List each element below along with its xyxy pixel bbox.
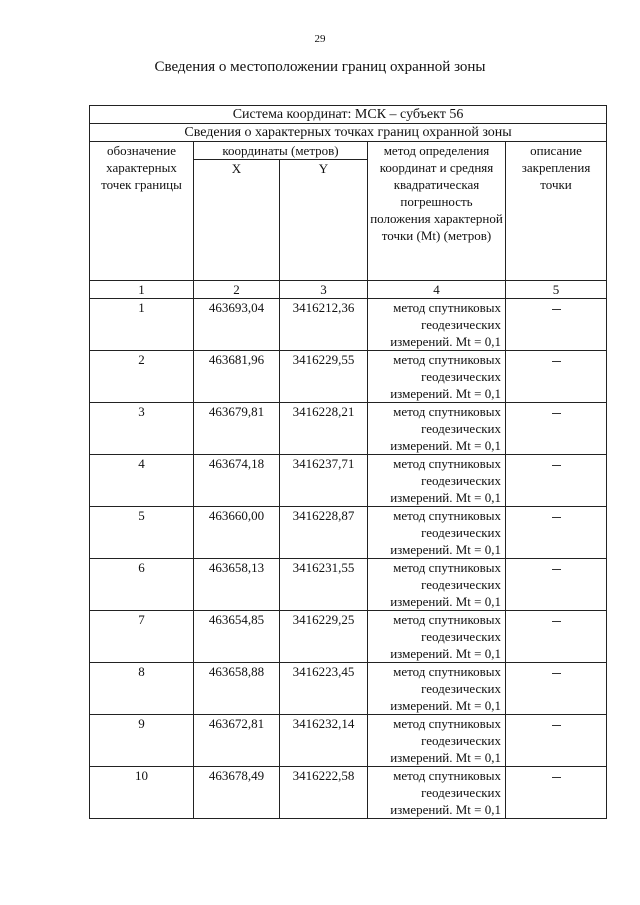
header-designation: обозначение характерных точек границы: [90, 142, 194, 281]
table-row: [90, 507, 607, 559]
description-cell: [506, 715, 607, 767]
table-row: [90, 663, 607, 715]
point-number-cell: 5: [90, 507, 194, 559]
dash-mark: [552, 517, 561, 518]
section-row: [90, 124, 607, 142]
method-cell: метод спутниковых геодезических измерений. Mt = 0,1: [368, 663, 506, 715]
x-coordinate-cell: 463674,18: [194, 455, 280, 507]
header-coordinates: координаты (метров): [194, 142, 368, 160]
y-coordinate-cell: 3416229,25: [280, 611, 368, 663]
x-coordinate-cell: 463693,04: [194, 299, 280, 351]
header-y: Y: [280, 160, 368, 281]
description-cell: [506, 351, 607, 403]
x-coordinate-cell: 463658,13: [194, 559, 280, 611]
method-cell: метод спутниковых геодезических измерений. Mt = 0,1: [368, 299, 506, 351]
x-coordinate-cell: 463672,81: [194, 715, 280, 767]
y-coordinate-cell: 3416228,21: [280, 403, 368, 455]
table-row: [90, 299, 607, 351]
column-number: 3: [280, 281, 368, 299]
method-cell: метод спутниковых геодезических измерений. Mt = 0,1: [368, 715, 506, 767]
dash-mark: [552, 309, 561, 310]
table-row: [90, 715, 607, 767]
method-cell: метод спутниковых геодезических измерений. Mt = 0,1: [368, 507, 506, 559]
y-coordinate-cell: 3416237,71: [280, 455, 368, 507]
y-coordinate-cell: 3416222,58: [280, 767, 368, 819]
section-title: Сведения о характерных точках границ охранной зоны: [90, 124, 607, 142]
point-number-cell: 7: [90, 611, 194, 663]
column-numbers-row: [90, 281, 607, 299]
boundary-points-table: [89, 105, 607, 819]
coordinate-system-title: Система координат: МСК – субъект 56: [90, 106, 607, 124]
point-number-cell: 9: [90, 715, 194, 767]
dash-mark: [552, 621, 561, 622]
description-cell: [506, 299, 607, 351]
dash-mark: [552, 413, 561, 414]
column-number: 2: [194, 281, 280, 299]
point-number-cell: 8: [90, 663, 194, 715]
dash-mark: [552, 673, 561, 674]
table-row: [90, 403, 607, 455]
description-cell: [506, 767, 607, 819]
table-row: [90, 559, 607, 611]
table-row: [90, 611, 607, 663]
column-number: 5: [506, 281, 607, 299]
header-row-1: [90, 142, 607, 160]
table-row: [90, 767, 607, 819]
y-coordinate-cell: 3416231,55: [280, 559, 368, 611]
method-cell: метод спутниковых геодезических измерений. Mt = 0,1: [368, 559, 506, 611]
y-coordinate-cell: 3416228,87: [280, 507, 368, 559]
header-description: описание закрепления точки: [506, 142, 607, 281]
x-coordinate-cell: 463679,81: [194, 403, 280, 455]
header-x: X: [194, 160, 280, 281]
table-row: [90, 455, 607, 507]
dash-mark: [552, 361, 561, 362]
header-method: метод определения координат и средняя квадратическая погрешность положения характерной точки (Mt) (метров): [368, 142, 506, 281]
point-number-cell: 2: [90, 351, 194, 403]
point-number-cell: 1: [90, 299, 194, 351]
dash-mark: [552, 465, 561, 466]
y-coordinate-cell: 3416223,45: [280, 663, 368, 715]
method-cell: метод спутниковых геодезических измерений. Mt = 0,1: [368, 455, 506, 507]
y-coordinate-cell: 3416232,14: [280, 715, 368, 767]
description-cell: [506, 559, 607, 611]
document-title: Сведения о местоположении границ охранной зоны: [154, 59, 486, 75]
method-cell: метод спутниковых геодезических измерений. Mt = 0,1: [368, 611, 506, 663]
y-coordinate-cell: 3416229,55: [280, 351, 368, 403]
dash-mark: [552, 569, 561, 570]
column-number: 4: [368, 281, 506, 299]
x-coordinate-cell: 463678,49: [194, 767, 280, 819]
x-coordinate-cell: 463681,96: [194, 351, 280, 403]
method-cell: метод спутниковых геодезических измерений. Mt = 0,1: [368, 403, 506, 455]
table-row: [90, 351, 607, 403]
point-number-cell: 10: [90, 767, 194, 819]
description-cell: [506, 663, 607, 715]
x-coordinate-cell: 463658,88: [194, 663, 280, 715]
dash-mark: [552, 725, 561, 726]
description-cell: [506, 455, 607, 507]
point-number-cell: 6: [90, 559, 194, 611]
x-coordinate-cell: 463654,85: [194, 611, 280, 663]
method-cell: метод спутниковых геодезических измерений. Mt = 0,1: [368, 767, 506, 819]
description-cell: [506, 507, 607, 559]
y-coordinate-cell: 3416212,36: [280, 299, 368, 351]
column-number: 1: [90, 281, 194, 299]
page-number: 29: [314, 33, 326, 45]
method-cell: метод спутниковых геодезических измерений. Mt = 0,1: [368, 351, 506, 403]
system-row: [90, 106, 607, 124]
description-cell: [506, 611, 607, 663]
dash-mark: [552, 777, 561, 778]
point-number-cell: 3: [90, 403, 194, 455]
x-coordinate-cell: 463660,00: [194, 507, 280, 559]
description-cell: [506, 403, 607, 455]
point-number-cell: 4: [90, 455, 194, 507]
